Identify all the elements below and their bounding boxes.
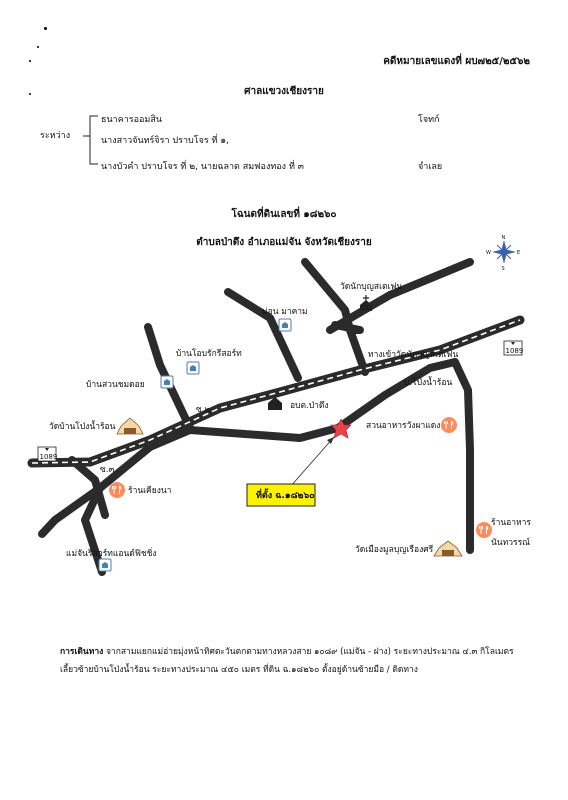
house-icon: [187, 362, 199, 374]
wat-mueang-mun-label: วัดเมืองมูลบุญเรืองศรี: [355, 545, 434, 555]
restaurant-icon: [476, 522, 492, 538]
route-heading: การเดินทาง: [60, 647, 104, 657]
ban-suanchomdoi-label: บ้านสวนชมดอย: [86, 380, 145, 390]
ban-obrak-label: บ้านโอบรักรีสอร์ท: [176, 349, 242, 359]
compass-s: S: [501, 266, 505, 272]
mae-chan-resort-label: แม่จันรีสอร์ทแอนด์ฟิชชิ่ง: [66, 549, 157, 559]
route-description: [60, 643, 530, 679]
deed-location: ตำบลป่าตึง อำเภอแม่จัน จังหวัดเชียงราย: [196, 237, 372, 248]
road-mon-makham: [228, 292, 298, 378]
court-name: ศาลแขวงเชียงราย: [244, 86, 324, 97]
compass-n: N: [501, 235, 506, 241]
deed-title: โฉนดที่ดินเลขที่ ๑๘๒๖๐: [231, 209, 337, 220]
plaintiff-role: โจทก์: [418, 115, 440, 125]
site-pointer-arrow: [290, 437, 334, 487]
site-label: ที่ตั้ง ฉ.๑๘๒๖๐: [256, 491, 315, 501]
house-icon: [99, 559, 111, 571]
abt-label: อบต.ป่าตึง: [290, 401, 329, 411]
temple-icon: [117, 418, 143, 434]
plaintiff-name: ธนาคารออมสิน: [101, 115, 162, 125]
ban-pongnamron-label: บ.โป่งน้ำร้อน: [404, 378, 453, 388]
church-label: วัดนักบุญสเตเฟน: [340, 282, 403, 292]
restaurant-icon: [109, 482, 125, 498]
ran-khiangna-label: ร้านเคียงนา: [128, 486, 172, 496]
highway-1089: [32, 320, 520, 463]
house-icon: [161, 376, 173, 388]
defendant-1-name: นางสาวจันทร์จิรา ปราบโจร ที่ ๑,: [101, 136, 229, 146]
compass-icon: [486, 235, 520, 272]
restaurant-icon: [441, 417, 457, 433]
case-number: คดีหมายเลขแดงที่ ผบ๗๒๕/๒๕๖๒: [383, 56, 530, 67]
route-line-2: เลี้ยวซ้ายบ้านโป่งน้ำร้อน ระยะทางประมาณ ๔๕๐ เมตร ที่ดิน ฉ.๑๘๒๖๐ ตั้งอยู่ด้านซ้ายมือ / ติดทาง: [60, 665, 418, 675]
defendant-2-name: นางบัวคำ ปราบโจร ที่ ๒, นายฉลาด สมฟองทอง ที่ ๓: [101, 162, 304, 172]
site-label-box: [247, 484, 315, 506]
compass-e: E: [517, 250, 521, 256]
road-number-label: 1089: [39, 453, 58, 461]
between-label: ระหว่าง: [40, 131, 71, 141]
suan-ahan-label: สวนอาหารวังผาแดง: [366, 421, 441, 431]
compass-w: W: [486, 250, 491, 256]
road-pongnamron: [455, 362, 470, 550]
wat-pongnamron-label: วัดบ้านโป่งน้ำร้อน: [49, 422, 116, 432]
house-icon: [279, 319, 291, 331]
highway-shield-icon: [38, 447, 57, 461]
temple-icon: [434, 541, 462, 556]
soi2-label: ซ.๒: [196, 405, 211, 415]
road-soi3: [39, 430, 190, 534]
nanthawan-label: นันทวรรณ์: [491, 538, 531, 548]
highway-shield-icon: [504, 341, 523, 355]
ran-ahan-label: ร้านอาหาร: [491, 518, 531, 528]
route-line-1: จากสามแยกแม่อ่ายมุ่งหน้าทิศตะวันตกตามทางหลวงสาย ๑๐๘๙ (แม่จัน - ฝาง) ระยะทางประมาณ ๔.๓ กิโลเมตร: [105, 647, 514, 657]
road-church-spur: [335, 325, 360, 330]
soi3-label: ซ.๓: [100, 465, 115, 475]
road-number-label: 1089: [505, 347, 524, 355]
mon-makham-label: ม่อน มาคาม: [262, 307, 308, 317]
defendant-role: จำเลย: [418, 162, 443, 172]
church-junction-label: ทางเข้าวัดนักบุญสเตเฟน: [368, 350, 459, 360]
